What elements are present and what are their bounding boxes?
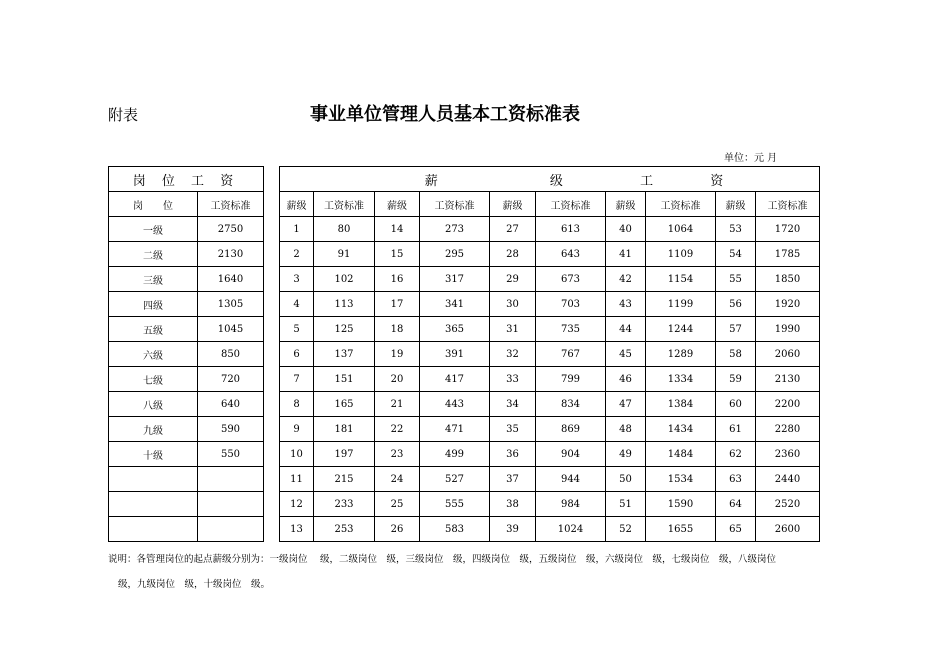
- grade-wage-cell: 2280: [756, 417, 820, 442]
- wage-column-header: 工资标准: [536, 192, 606, 217]
- header-char: 薪: [424, 173, 444, 189]
- grade-wage-cell: 673: [536, 267, 606, 292]
- grade-wage-cell: 527: [420, 467, 490, 492]
- post-wage-cell: 1305: [198, 292, 264, 317]
- grade-cell: 43: [606, 292, 646, 317]
- grade-wage-cell: 1785: [756, 242, 820, 267]
- grade-cell: 3: [280, 267, 314, 292]
- grade-cell: 52: [606, 517, 646, 542]
- table-row: [280, 367, 820, 392]
- grade-wage-cell: 2600: [756, 517, 820, 542]
- post-level-cell: 五级: [109, 317, 198, 342]
- grade-cell: 35: [490, 417, 536, 442]
- header-char: 工: [640, 173, 660, 189]
- grade-wage-cell: 317: [420, 267, 490, 292]
- grade-cell: 10: [280, 442, 314, 467]
- grade-cell: 51: [606, 492, 646, 517]
- grade-cell: 31: [490, 317, 536, 342]
- grade-cell: 6: [280, 342, 314, 367]
- grade-wage-cell: 1154: [646, 267, 716, 292]
- table-row: [109, 442, 264, 467]
- grade-wage-cell: 1199: [646, 292, 716, 317]
- grade-wage-cell: 1990: [756, 317, 820, 342]
- grade-cell: 38: [490, 492, 536, 517]
- page-title: 事业单位管理人员基本工资标准表: [310, 104, 580, 125]
- table-row: [109, 217, 264, 242]
- post-wage-cell: 590: [198, 417, 264, 442]
- grade-cell: 19: [375, 342, 420, 367]
- grade-cell: 24: [375, 467, 420, 492]
- grade-wage-cell: 2060: [756, 342, 820, 367]
- post-wage-cell: 2750: [198, 217, 264, 242]
- table-row: [280, 242, 820, 267]
- grade-wage-cell: 1244: [646, 317, 716, 342]
- grade-wage-cell: 984: [536, 492, 606, 517]
- grade-wage-cell: 253: [314, 517, 375, 542]
- grade-column-header: 薪级: [716, 192, 756, 217]
- table-row: [109, 317, 264, 342]
- grade-wage-cell: 443: [420, 392, 490, 417]
- grade-cell: 39: [490, 517, 536, 542]
- grade-wage-header: [280, 167, 820, 192]
- grade-wage-cell: 799: [536, 367, 606, 392]
- grade-wage-cell: 1590: [646, 492, 716, 517]
- wage-column-header: 工资标准: [420, 192, 490, 217]
- grade-cell: 53: [716, 217, 756, 242]
- grade-wage-cell: 2200: [756, 392, 820, 417]
- table-row: [109, 492, 264, 517]
- table-row: [109, 367, 264, 392]
- grade-wage-cell: 1384: [646, 392, 716, 417]
- grade-wage-cell: 1024: [536, 517, 606, 542]
- grade-wage-cell: 1720: [756, 217, 820, 242]
- grade-column-header: 薪级: [280, 192, 314, 217]
- table-row: [109, 392, 264, 417]
- appendix-label: 附表: [108, 106, 139, 124]
- grade-cell: 62: [716, 442, 756, 467]
- grade-cell: 14: [375, 217, 420, 242]
- wage-column-header: 工资标准: [198, 192, 264, 217]
- grade-cell: 9: [280, 417, 314, 442]
- grade-wage-cell: 91: [314, 242, 375, 267]
- grade-wage-cell: 181: [314, 417, 375, 442]
- wage-column-header: 工资标准: [314, 192, 375, 217]
- grade-cell: 47: [606, 392, 646, 417]
- grade-cell: 2: [280, 242, 314, 267]
- table-row: [280, 292, 820, 317]
- post-level-cell: 九级: [109, 417, 198, 442]
- grade-wage-cell: 391: [420, 342, 490, 367]
- grade-cell: 1: [280, 217, 314, 242]
- post-wage-cell: 720: [198, 367, 264, 392]
- grade-wage-cell: 151: [314, 367, 375, 392]
- grade-cell: 64: [716, 492, 756, 517]
- table-row: [280, 217, 820, 242]
- grade-cell: 8: [280, 392, 314, 417]
- grade-cell: 27: [490, 217, 536, 242]
- grade-cell: 12: [280, 492, 314, 517]
- grade-wage-cell: 944: [536, 467, 606, 492]
- grade-wage-cell: 471: [420, 417, 490, 442]
- grade-wage-cell: 1850: [756, 267, 820, 292]
- grade-wage-cell: 1064: [646, 217, 716, 242]
- post-level-cell: 二级: [109, 242, 198, 267]
- post-wage-cell: [198, 467, 264, 492]
- grade-wage-cell: 1109: [646, 242, 716, 267]
- grade-wage-cell: 215: [314, 467, 375, 492]
- grade-wage-cell: 165: [314, 392, 375, 417]
- grade-column-header: 薪级: [606, 192, 646, 217]
- grade-wage-cell: 613: [536, 217, 606, 242]
- grade-wage-cell: 555: [420, 492, 490, 517]
- table-row: [280, 342, 820, 367]
- grade-wage-cell: 273: [420, 217, 490, 242]
- post-level-cell: 六级: [109, 342, 198, 367]
- post-level-cell: 一级: [109, 217, 198, 242]
- grade-cell: 36: [490, 442, 536, 467]
- grade-wage-cell: 1434: [646, 417, 716, 442]
- post-wage-cell: 850: [198, 342, 264, 367]
- grade-cell: 26: [375, 517, 420, 542]
- wage-column-header: 工资标准: [646, 192, 716, 217]
- grade-cell: 5: [280, 317, 314, 342]
- grade-cell: 23: [375, 442, 420, 467]
- grade-wage-cell: 102: [314, 267, 375, 292]
- grade-cell: 60: [716, 392, 756, 417]
- grade-cell: 50: [606, 467, 646, 492]
- grade-wage-cell: 125: [314, 317, 375, 342]
- post-level-cell: [109, 467, 198, 492]
- grade-cell: 29: [490, 267, 536, 292]
- grade-cell: 49: [606, 442, 646, 467]
- grade-wage-cell: 1920: [756, 292, 820, 317]
- table-row: [280, 392, 820, 417]
- post-wage-cell: 1640: [198, 267, 264, 292]
- grade-column-header: 薪级: [490, 192, 536, 217]
- note-line-2: 级，九级岗位 级，十级岗位 级。: [118, 579, 271, 590]
- post-level-cell: 八级: [109, 392, 198, 417]
- grade-cell: 21: [375, 392, 420, 417]
- grade-wage-cell: 2520: [756, 492, 820, 517]
- grade-wage-cell: 869: [536, 417, 606, 442]
- post-level-cell: 四级: [109, 292, 198, 317]
- table-row: [280, 492, 820, 517]
- grade-cell: 7: [280, 367, 314, 392]
- grade-wage-cell: 499: [420, 442, 490, 467]
- grade-cell: 37: [490, 467, 536, 492]
- post-wage-cell: [198, 492, 264, 517]
- grade-cell: 41: [606, 242, 646, 267]
- post-wage-table: [108, 166, 264, 542]
- grade-cell: 13: [280, 517, 314, 542]
- grade-cell: 17: [375, 292, 420, 317]
- table-row: [109, 292, 264, 317]
- table-row: [109, 267, 264, 292]
- post-wage-cell: 1045: [198, 317, 264, 342]
- grade-cell: 42: [606, 267, 646, 292]
- grade-cell: 33: [490, 367, 536, 392]
- grade-cell: 4: [280, 292, 314, 317]
- table-row: [109, 242, 264, 267]
- grade-wage-cell: 904: [536, 442, 606, 467]
- grade-wage-cell: 1289: [646, 342, 716, 367]
- post-level-cell: [109, 492, 198, 517]
- table-row: [280, 417, 820, 442]
- grade-wage-cell: 233: [314, 492, 375, 517]
- grade-cell: 58: [716, 342, 756, 367]
- table-row: [280, 517, 820, 542]
- grade-wage-cell: 643: [536, 242, 606, 267]
- grade-wage-cell: 80: [314, 217, 375, 242]
- grade-cell: 57: [716, 317, 756, 342]
- grade-wage-cell: 1334: [646, 367, 716, 392]
- grade-wage-cell: 365: [420, 317, 490, 342]
- post-wage-cell: 550: [198, 442, 264, 467]
- grade-cell: 45: [606, 342, 646, 367]
- grade-wage-cell: 834: [536, 392, 606, 417]
- grade-cell: 56: [716, 292, 756, 317]
- header-char: 资: [710, 173, 730, 189]
- header-char: 级: [549, 173, 569, 189]
- grade-wage-cell: 767: [536, 342, 606, 367]
- post-level-cell: [109, 517, 198, 542]
- grade-wage-cell: 2130: [756, 367, 820, 392]
- grade-cell: 16: [375, 267, 420, 292]
- table-row: [109, 517, 264, 542]
- table-row: [280, 267, 820, 292]
- table-row: [280, 317, 820, 342]
- wage-column-header: 工资标准: [756, 192, 820, 217]
- grade-wage-cell: 295: [420, 242, 490, 267]
- grade-wage-cell: 197: [314, 442, 375, 467]
- grade-cell: 40: [606, 217, 646, 242]
- grade-cell: 65: [716, 517, 756, 542]
- grade-cell: 55: [716, 267, 756, 292]
- post-wage-header: 岗 位 工 资: [109, 167, 264, 192]
- post-column-header: 岗 位: [109, 192, 198, 217]
- post-level-cell: 三级: [109, 267, 198, 292]
- grade-wage-cell: 113: [314, 292, 375, 317]
- table-row: [109, 417, 264, 442]
- post-wage-cell: [198, 517, 264, 542]
- grade-cell: 18: [375, 317, 420, 342]
- grade-wage-cell: 735: [536, 317, 606, 342]
- table-row: [280, 467, 820, 492]
- post-level-cell: 十级: [109, 442, 198, 467]
- table-row: [109, 342, 264, 367]
- grade-cell: 22: [375, 417, 420, 442]
- post-wage-cell: 2130: [198, 242, 264, 267]
- grade-column-header: 薪级: [375, 192, 420, 217]
- grade-wage-cell: 703: [536, 292, 606, 317]
- grade-cell: 46: [606, 367, 646, 392]
- grade-cell: 28: [490, 242, 536, 267]
- grade-wage-cell: 1484: [646, 442, 716, 467]
- unit-label: 单位：元 月: [724, 153, 778, 164]
- grade-cell: 54: [716, 242, 756, 267]
- grade-cell: 34: [490, 392, 536, 417]
- grade-cell: 11: [280, 467, 314, 492]
- grade-cell: 30: [490, 292, 536, 317]
- table-row: [280, 442, 820, 467]
- grade-wage-cell: 341: [420, 292, 490, 317]
- grade-wage-cell: 1655: [646, 517, 716, 542]
- grade-wage-cell: 1534: [646, 467, 716, 492]
- grade-cell: 32: [490, 342, 536, 367]
- grade-cell: 61: [716, 417, 756, 442]
- post-level-cell: 七级: [109, 367, 198, 392]
- grade-cell: 48: [606, 417, 646, 442]
- post-wage-cell: 640: [198, 392, 264, 417]
- note-line-1: 说明：各管理岗位的起点薪级分别为：一级岗位 级，二级岗位 级，三级岗位 级，四级岗位 级，五级岗位 级，六级岗位 级，七级岗位 级，八级岗位: [108, 554, 777, 565]
- grade-wage-cell: 583: [420, 517, 490, 542]
- grade-wage-cell: 137: [314, 342, 375, 367]
- table-row: [109, 467, 264, 492]
- grade-cell: 44: [606, 317, 646, 342]
- grade-cell: 63: [716, 467, 756, 492]
- grade-wage-cell: 2440: [756, 467, 820, 492]
- grade-wage-cell: 417: [420, 367, 490, 392]
- grade-cell: 15: [375, 242, 420, 267]
- grade-cell: 20: [375, 367, 420, 392]
- grade-cell: 59: [716, 367, 756, 392]
- grade-wage-table: [279, 166, 820, 542]
- grade-wage-cell: 2360: [756, 442, 820, 467]
- grade-cell: 25: [375, 492, 420, 517]
